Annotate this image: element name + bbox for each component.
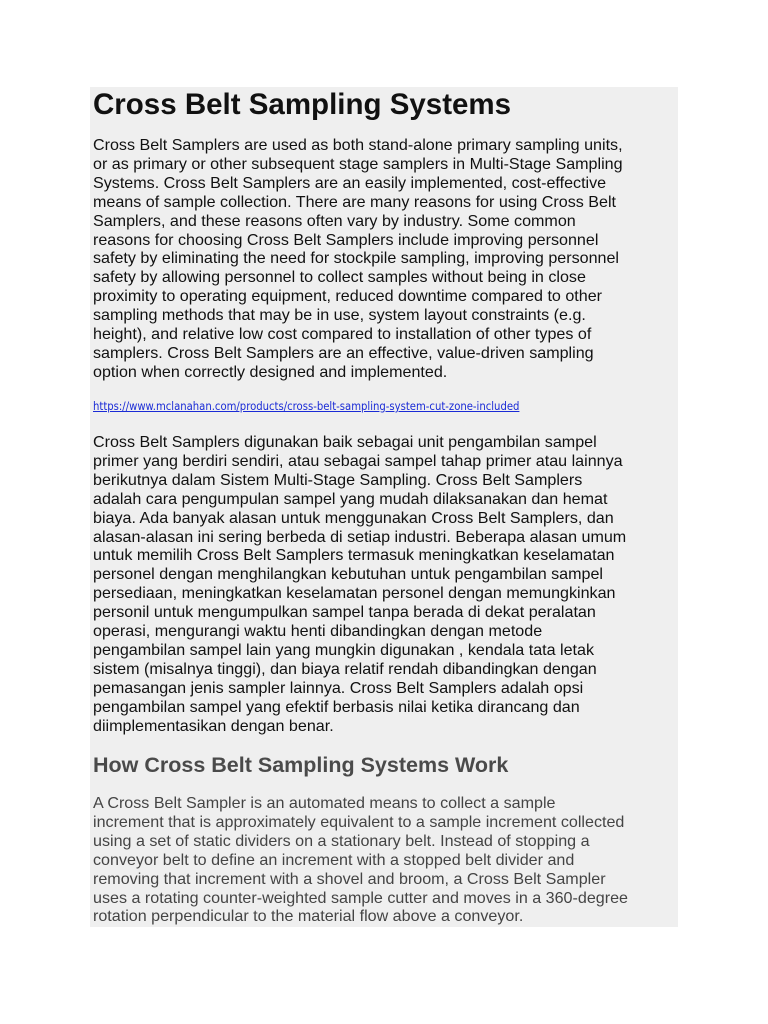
paragraph-line: persediaan, meningkatkan keselamatan personel dengan memungkinkan (93, 584, 616, 603)
paragraph-line: sistem (misalnya tinggi), dan biaya relatif rendah dibandingkan dengan (93, 659, 597, 678)
paragraph-line: diimplementasikan dengan benar. (93, 716, 334, 735)
paragraph-line: biaya. Ada banyak alasan untuk menggunakan Cross Belt Samplers, dan (93, 508, 614, 527)
paragraph-how-it-works (93, 794, 628, 926)
paragraph-line: proximity to operating equipment, reduced downtime compared to other (93, 287, 603, 306)
paragraph-line: adalah cara pengumpulan sampel yang mudah dilaksanakan dan hemat (93, 489, 608, 508)
paragraph-line: Cross Belt Samplers digunakan baik sebagai unit pengambilan sampel (93, 433, 597, 451)
paragraph-indonesian (93, 433, 626, 736)
paragraph-english (93, 136, 623, 382)
paragraph-line: rotation perpendicular to the material flow above a conveyor. (93, 907, 524, 926)
source-link[interactable]: https://www.mclanahan.com/products/cross-belt-sampling-system-cut-zone-included (93, 400, 520, 413)
paragraph-line: untuk memilih Cross Belt Samplers termasuk meningkatkan keselamatan (93, 546, 615, 565)
paragraph-line: height), and relative low cost compared to installation of other types of (93, 325, 592, 344)
paragraph-line: option when correctly designed and implemented. (93, 362, 448, 381)
paragraph-line: pengambilan sampel yang efektif berbasis nilai ketika dirancang dan (93, 697, 580, 716)
paragraph-line: means of sample collection. There are many reasons for using Cross Belt (93, 192, 616, 211)
paragraph-line: removing that increment with a shovel and broom, a Cross Belt Sampler (93, 869, 606, 888)
paragraph-line: Systems. Cross Belt Samplers are an easily implemented, cost-effective (93, 173, 607, 192)
paragraph-line: uses a rotating counter-weighted sample cutter and moves in a 360-degree (93, 888, 628, 907)
paragraph-line: pemasangan jenis sampler lainnya. Cross Belt Samplers adalah opsi (93, 678, 584, 697)
paragraph-line: Samplers, and these reasons often vary by industry. Some common (93, 211, 576, 230)
paragraph-line: increment that is approximately equivalent to a sample increment collected (93, 812, 625, 831)
section-heading: How Cross Belt Sampling Systems Work (93, 753, 509, 777)
paragraph-line: safety by eliminating the need for stockpile sampling, improving personnel (93, 249, 620, 268)
paragraph-line: safety by allowing personnel to collect samples without being in close (93, 268, 586, 287)
paragraph-line: reasons for choosing Cross Belt Samplers include improving personnel (93, 230, 599, 249)
paragraph-line: berikutnya dalam Sistem Multi-Stage Sampling. Cross Belt Samplers (93, 470, 583, 489)
document-page (90, 87, 678, 927)
paragraph-line: using a set of static dividers on a stationary belt. Instead of stopping a (93, 831, 590, 850)
page-title: Cross Belt Sampling Systems (93, 88, 512, 121)
paragraph-line: personel dengan menghilangkan kebutuhan untuk pengambilan sampel (93, 565, 604, 584)
paragraph-line: alasan-alasan ini sering berbeda di setiap industri. Beberapa alasan umum (93, 527, 627, 546)
paragraph-line: samplers. Cross Belt Samplers are an effective, value-driven sampling (93, 343, 594, 362)
paragraph-line: or as primary or other subsequent stage samplers in Multi-Stage Sampling (93, 154, 623, 173)
paragraph-line: personil untuk mengumpulkan sampel tanpa berada di dekat peralatan (93, 603, 596, 622)
paragraph-line: A Cross Belt Sampler is an automated means to collect a sample (93, 794, 556, 812)
paragraph-line: Cross Belt Samplers are used as both stand-alone primary sampling units, (93, 136, 623, 154)
paragraph-line: operasi, mengurangi waktu henti dibandingkan dengan metode (93, 622, 543, 641)
paragraph-line: conveyor belt to define an increment with a stopped belt divider and (93, 850, 575, 869)
paragraph-line: sampling methods that may be in use, system layout constraints (e.g. (93, 306, 586, 325)
paragraph-line: primer yang berdiri sendiri, atau sebagai sampel tahap primer atau lainnya (93, 451, 623, 470)
paragraph-line: pengambilan sampel lain yang mungkin digunakan , kendala tata letak (93, 640, 595, 659)
